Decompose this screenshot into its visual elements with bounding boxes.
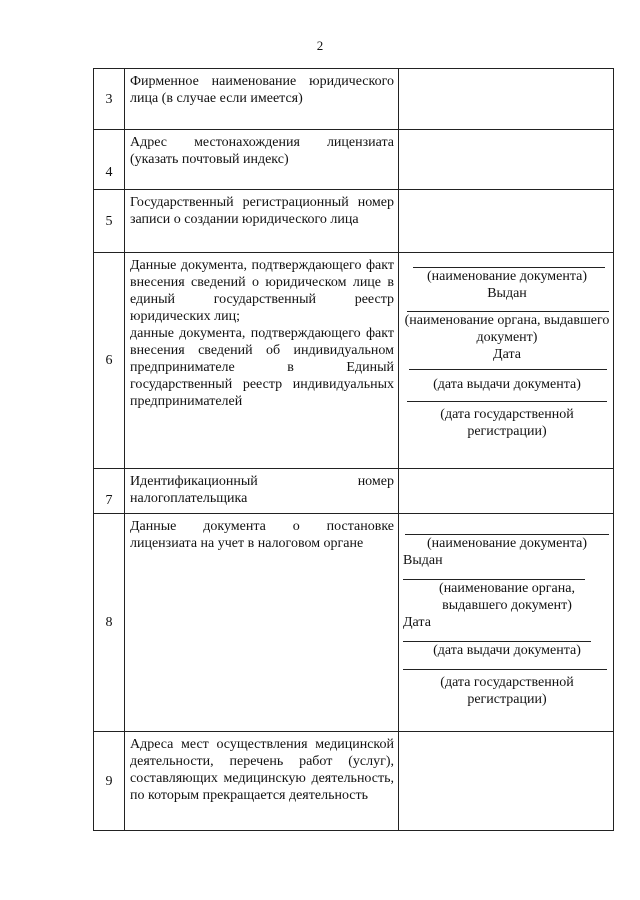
row-number: 4 — [94, 130, 125, 190]
value-field-activity-addresses[interactable] — [399, 732, 614, 831]
row-number: 3 — [94, 69, 125, 130]
table-row — [94, 514, 614, 732]
reg-date-caption: (дата государственной регистрации) — [440, 407, 574, 439]
row-number: 8 — [94, 514, 125, 732]
row-description: Данные документа, подтверждающего факт внесения сведений о юридическом лице в единый государственный реестр юридических лиц; — [130, 258, 394, 324]
document-details-block — [399, 253, 614, 469]
table-row — [94, 130, 614, 190]
row-number: 7 — [94, 469, 125, 514]
table-row — [94, 469, 614, 514]
row-description: Государственный регистрационный номер записи о создании юридического лица — [130, 195, 394, 227]
row-description: Адрес местонахождения лицензиата (указать почтовый индекс) — [130, 135, 394, 167]
row-number: 5 — [94, 190, 125, 253]
row-number: 6 — [94, 253, 125, 469]
reg-date-caption: (дата государственной регистрации) — [440, 675, 574, 707]
table-row — [94, 253, 614, 469]
date-label: Дата — [403, 615, 431, 630]
date-label: Дата — [493, 347, 521, 362]
value-field-address[interactable] — [399, 130, 614, 190]
row-number: 9 — [94, 732, 125, 831]
issued-label: Выдан — [403, 553, 443, 568]
tax-document-details-block — [399, 514, 614, 732]
reg-date-line[interactable] — [403, 669, 607, 670]
row-description: Фирменное наименование юридического лица (в случае если имеется) — [130, 74, 394, 106]
row-description: Адреса мест осуществления медицинской деятельности, перечень работ (услуг), составляющих медицинскую деятельность, по которым прекращается деятельность — [130, 737, 394, 803]
table-row — [94, 190, 614, 253]
value-field-reg-number[interactable] — [399, 190, 614, 253]
issue-date-line[interactable] — [409, 369, 607, 370]
row-description: Данные документа о постановке лицензиата на учет в налоговом органе — [130, 519, 394, 551]
row-description: данные документа, подтверждающего факт внесения сведений об индивидуальном предпринимателе в Единый государственный реестр индивидуальных предпринимателей — [130, 326, 394, 409]
doc-name-caption: (наименование документа) — [426, 269, 588, 284]
table-row — [94, 69, 614, 130]
value-field-inn[interactable] — [399, 469, 614, 514]
license-form-table — [93, 68, 614, 831]
table-row — [94, 732, 614, 831]
issue-date-caption: (дата выдачи документа) — [433, 643, 581, 658]
page-number: 2 — [316, 38, 324, 53]
value-field-company-name[interactable] — [399, 69, 614, 130]
issued-label: Выдан — [487, 286, 527, 301]
issuer-caption: (наименование органа, выдавшего документ) — [439, 581, 575, 613]
issuer-caption: (наименование органа, выдавшего документ) — [404, 313, 610, 345]
issue-date-caption: (дата выдачи документа) — [433, 377, 581, 392]
doc-name-caption: (наименование документа) — [426, 536, 588, 551]
row-description: Идентификационный номер налогоплательщика — [130, 474, 394, 506]
reg-date-line[interactable] — [407, 401, 607, 402]
